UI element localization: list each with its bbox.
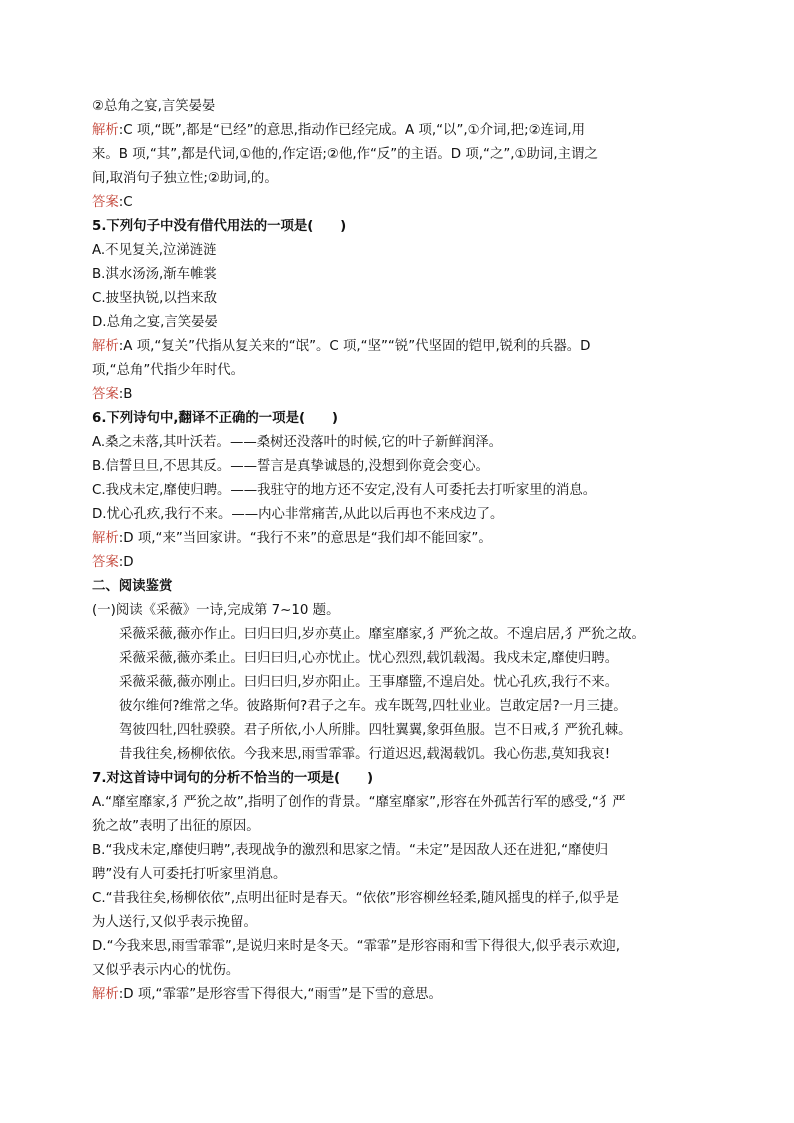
text-line — [92, 455, 704, 479]
answer-line — [92, 119, 704, 143]
document-body — [92, 95, 704, 1007]
text-line — [92, 311, 704, 335]
line-text: B.信誓旦旦,不思其反。——誓言是真挚诚恳的,没想到你竟会变心。 — [92, 459, 489, 474]
answer-line — [92, 551, 704, 575]
text-line — [92, 287, 704, 311]
line-text: 狁之故”表明了出征的原因。 — [92, 819, 260, 834]
text-line — [92, 263, 704, 287]
line-text: 驾彼四牡,四牡骙骙。君子所依,小人所腓。四牡翼翼,象弭鱼服。岂不日戒,犭严狁孔棘。 — [119, 723, 632, 738]
poem-line — [92, 671, 704, 695]
text-line — [92, 863, 704, 887]
line-text: :D 项,“霏霏”是形容雪下得很大,“雨雪”是下雪的意思。 — [118, 987, 442, 1002]
poem-line — [92, 623, 704, 647]
answer-label: 答案 — [92, 387, 119, 402]
text-line — [92, 479, 704, 503]
text-line — [92, 215, 704, 239]
answer-label: 解析 — [92, 531, 119, 546]
line-text: B.淇水汤汤,渐车帷裳 — [92, 267, 217, 282]
line-text: 二、阅读鉴赏 — [92, 579, 173, 594]
text-line — [92, 143, 704, 167]
line-text: 7.对这首诗中词句的分析不恰当的一项是( ) — [92, 771, 374, 786]
line-text: 间,取消句子独立性;②助词,的。 — [92, 171, 278, 186]
text-line — [92, 167, 704, 191]
answer-label: 解析 — [92, 123, 119, 138]
text-line — [92, 767, 704, 791]
line-text: :A 项,“复关”代指从复关来的“氓”。C 项,“坚”“锐”代坚固的铠甲,锐利的兵器。D — [118, 339, 591, 354]
text-line — [92, 935, 704, 959]
text-line — [92, 839, 704, 863]
line-text: D.总角之宴,言笑晏晏 — [92, 315, 218, 330]
answer-line — [92, 527, 704, 551]
answer-label: 答案 — [92, 555, 119, 570]
answer-line — [92, 983, 704, 1007]
text-line — [92, 887, 704, 911]
line-text: D.“今我来思,雨雪霏霏”,是说归来时是冬天。“霏霏”是形容雨和雪下得很大,似乎表示欢迎, — [92, 939, 621, 954]
text-line — [92, 431, 704, 455]
answer-line — [92, 191, 704, 215]
text-line — [92, 95, 704, 119]
text-line — [92, 911, 704, 935]
line-text: C.披坚执锐,以挡来敌 — [92, 291, 217, 306]
line-text: :C — [118, 195, 133, 210]
line-text: (一)阅读《采薇》一诗,完成第 7~10 题。 — [92, 603, 340, 618]
line-text: 项,“总角”代指少年时代。 — [92, 363, 245, 378]
line-text: B.“我戍未定,靡使归聘”,表现战争的激烈和思家之情。“未定”是因敌人还在进犯,“靡使归 — [92, 843, 609, 858]
answer-label: 答案 — [92, 195, 119, 210]
poem-line — [92, 695, 704, 719]
line-text: A.“靡室靡家,犭严狁之故”,指明了创作的背景。“靡室靡家”,形容在外孤苦行军的感受,“犭严 — [92, 795, 626, 810]
text-line — [92, 959, 704, 983]
line-text: 昔我往矣,杨柳依依。今我来思,雨雪霏霏。行道迟迟,载渴载饥。我心伤悲,莫知我哀! — [119, 747, 611, 762]
line-text: A.不见复关,泣涕涟涟 — [92, 243, 217, 258]
answer-label: 解析 — [92, 339, 119, 354]
text-line — [92, 503, 704, 527]
poem-line — [92, 743, 704, 767]
answer-line — [92, 383, 704, 407]
text-line — [92, 791, 704, 815]
line-text: 采薇采薇,薇亦作止。曰归曰归,岁亦莫止。靡室靡家,犭严狁之故。不遑启居,犭严狁之故。 — [119, 627, 645, 642]
line-text: 采薇采薇,薇亦刚止。曰归曰归,岁亦阳止。王事靡盬,不遑启处。忧心孔疚,我行不来。 — [119, 675, 619, 690]
line-text: :D — [118, 555, 134, 570]
text-line — [92, 599, 704, 623]
poem-line — [92, 647, 704, 671]
text-line — [92, 575, 704, 599]
line-text: 彼尔维何?维常之华。彼路斯何?君子之车。戎车既驾,四牡业业。岂敢定居?一月三捷。 — [119, 699, 627, 714]
line-text: 为人送行,又似乎表示挽留。 — [92, 915, 257, 930]
line-text: :D 项,“来”当回家讲。“我行不来”的意思是“我们却不能回家”。 — [118, 531, 492, 546]
line-text: C.“昔我往矣,杨柳依依”,点明出征时是春天。“依依”形容柳丝轻柔,随风摇曳的样子,似乎是 — [92, 891, 620, 906]
text-line — [92, 815, 704, 839]
poem-line — [92, 719, 704, 743]
line-text: 来。B 项,“其”,都是代词,①他的,作定语;②他,作“反”的主语。D 项,“之”,①助词,主谓之 — [92, 147, 598, 162]
line-text: 6.下列诗句中,翻译不正确的一项是( ) — [92, 411, 338, 426]
line-text: :C 项,“既”,都是“已经”的意思,指动作已经完成。A 项,“以”,①介词,把;②连词,用 — [118, 123, 586, 138]
line-text: ②总角之宴,言笑晏晏 — [92, 99, 216, 114]
line-text: D.忧心孔疚,我行不来。——内心非常痛苦,从此以后再也不来戍边了。 — [92, 507, 504, 522]
line-text: A.桑之未落,其叶沃若。——桑树还没落叶的时候,它的叶子新鲜润泽。 — [92, 435, 503, 450]
text-line — [92, 359, 704, 383]
line-text: :B — [118, 387, 133, 402]
line-text: 聘”没有人可委托打听家里消息。 — [92, 867, 287, 882]
line-text: 采薇采薇,薇亦柔止。曰归曰归,心亦忧止。忧心烈烈,载饥载渴。我戍未定,靡使归聘。 — [119, 651, 619, 666]
line-text: C.我戍未定,靡使归聘。——我驻守的地方还不安定,没有人可委托去打听家里的消息。 — [92, 483, 597, 498]
answer-line — [92, 335, 704, 359]
text-line — [92, 239, 704, 263]
line-text: 5.下列句子中没有借代用法的一项是( ) — [92, 219, 347, 234]
answer-label: 解析 — [92, 987, 119, 1002]
text-line — [92, 407, 704, 431]
line-text: 又似乎表示内心的忧伤。 — [92, 963, 240, 978]
